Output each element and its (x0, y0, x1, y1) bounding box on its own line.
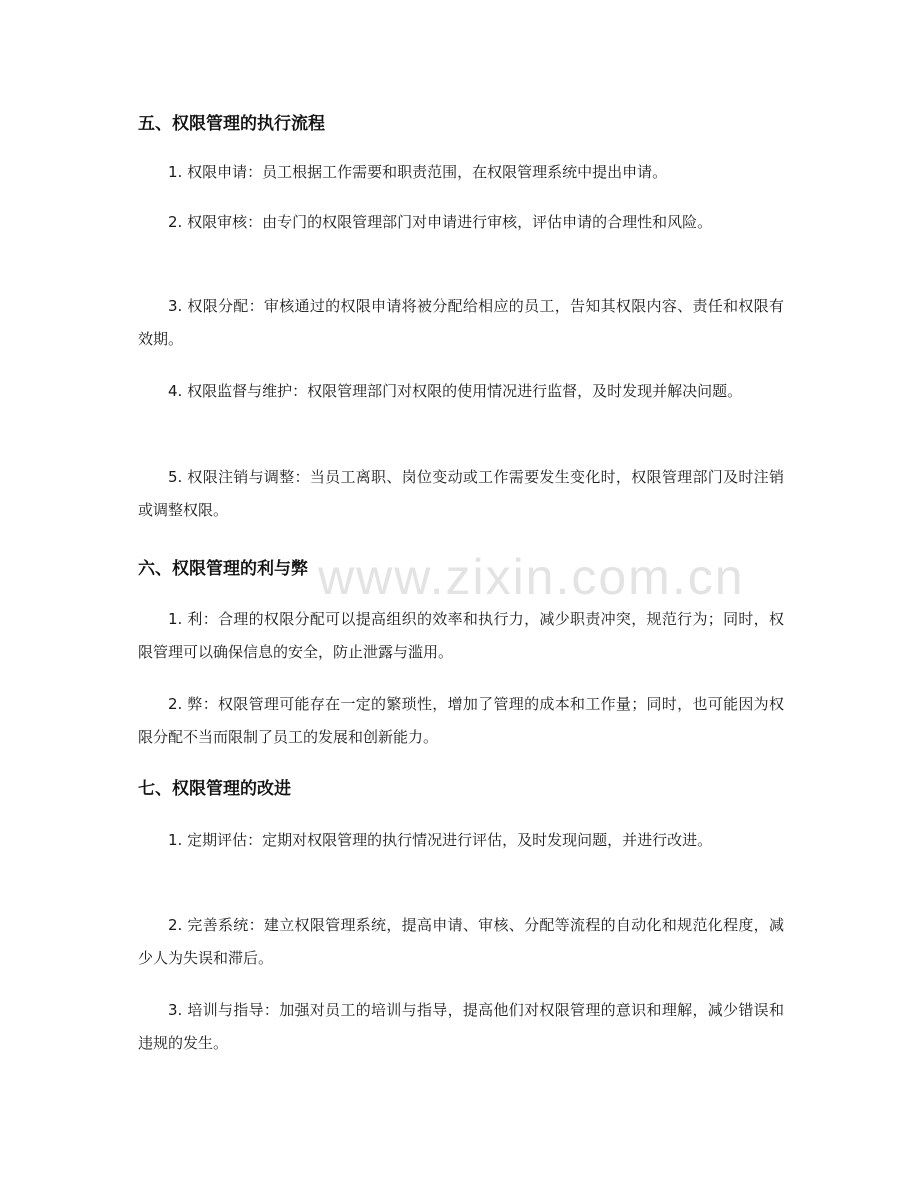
paragraph: 3. 培训与指导：加强对员工的培训与指导，提高他们对权限管理的意识和理解，减少错误和违规的发生。 (138, 1001, 784, 1052)
paragraph: 2. 弊：权限管理可能存在一定的繁琐性，增加了管理的成本和工作量；同时，也可能因为权限分配不当而限制了员工的发展和创新能力。 (138, 695, 784, 746)
paragraph: 2. 权限审核：由专门的权限管理部门对申请进行审核，评估申请的合理性和风险。 (168, 213, 713, 231)
paragraph: 4. 权限监督与维护：权限管理部门对权限的使用情况进行监督，及时发现并解决问题。 (168, 382, 743, 400)
watermark: www.zixin.com.cn (318, 549, 745, 605)
paragraph: 2. 完善系统：建立权限管理系统，提高申请、审核、分配等流程的自动化和规范化程度，减少人为失误和滞后。 (138, 916, 784, 967)
paragraph: 1. 利：合理的权限分配可以提高组织的效率和执行力，减少职责冲突，规范行为；同时，权限管理可以确保信息的安全，防止泄露与滥用。 (138, 610, 784, 661)
paragraph: 3. 权限分配：审核通过的权限申请将被分配给相应的员工，告知其权限内容、责任和权限有效期。 (138, 297, 784, 348)
section-heading-7: 七、权限管理的改进 (138, 779, 291, 799)
paragraph: 1. 定期评估：定期对权限管理的执行情况进行评估，及时发现问题，并进行改进。 (168, 831, 713, 849)
section-heading-6: 六、权限管理的利与弊 (138, 559, 308, 579)
section-heading-5: 五、权限管理的执行流程 (138, 114, 325, 134)
paragraph: 5. 权限注销与调整：当员工离职、岗位变动或工作需要发生变化时，权限管理部门及时注销或调整权限。 (138, 468, 784, 519)
paragraph: 1. 权限申请：员工根据工作需要和职责范围，在权限管理系统中提出申请。 (168, 163, 668, 181)
